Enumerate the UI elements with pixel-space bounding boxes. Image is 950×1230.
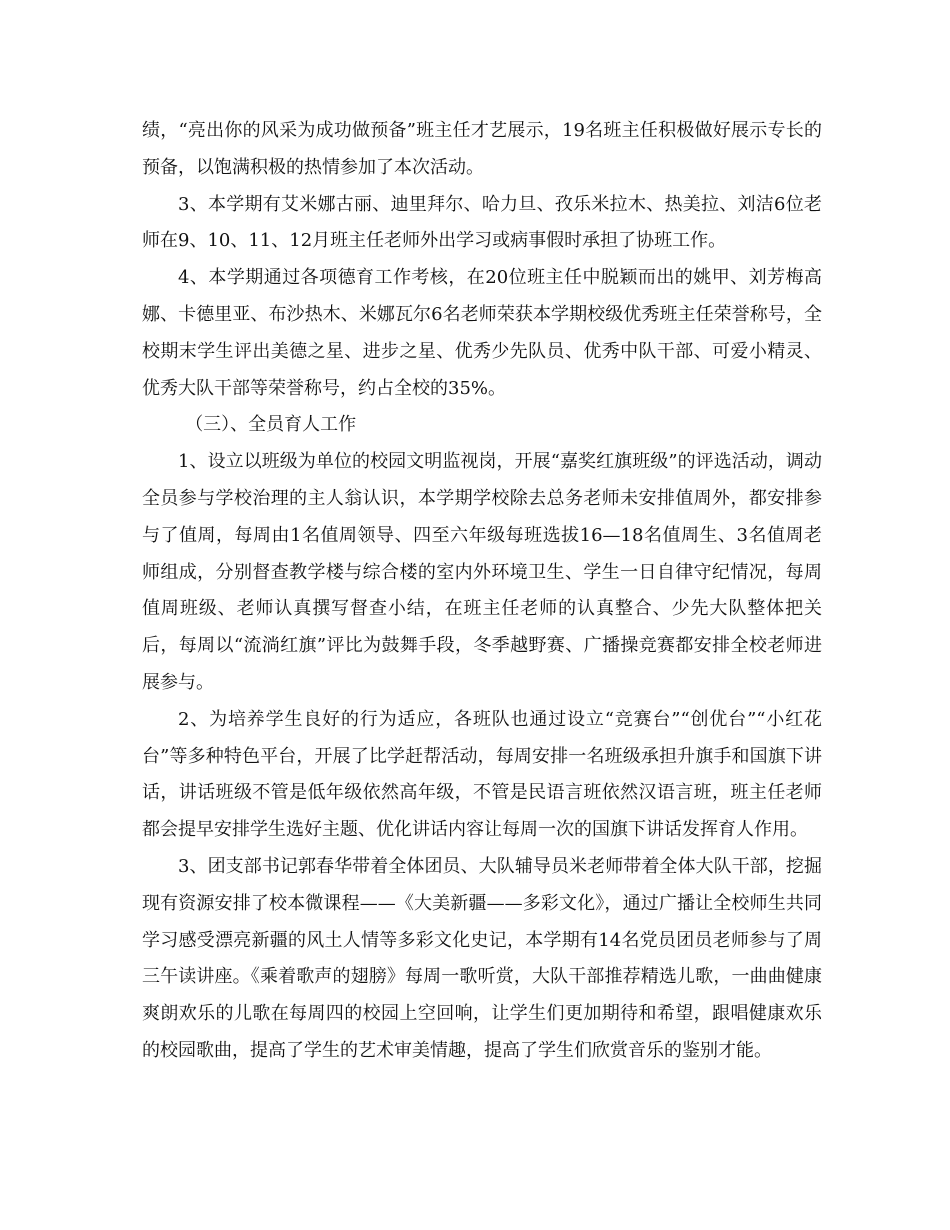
paragraph-item-3: 3、本学期有艾米娜古丽、迪里拜尔、哈力旦、孜乐米拉木、热美拉、刘洁6位老师在9、10、11、12月班主任老师外出学习或病事假时承担了协班工作。 — [142, 193, 822, 252]
paragraph-section3-item-3: 3、团支部书记郭春华带着全体团员、大队辅导员米老师带着全体大队干部，挖掘现有资源安排了校本微课程——《大美新疆——多彩文化》，通过广播让全校师生共同学习感受漂亮新疆的风土人情等多彩文化史记，本学期有14名党员团员老师参与了周三午读讲座。《乘着歌声的翅膀》每周一歌听赏，大队干部推荐精选儿歌，一曲曲健康爽朗欢乐的儿歌在每周四的校园上空回响，让学生们更加期待和希望，跟唱健康欢乐的校园歌曲，提高了学生的艺术审美情趣，提高了学生们欣赏音乐的鉴别才能。 — [142, 855, 822, 1061]
paragraph-section3-item-2: 2、为培养学生良好的行为适应，各班队也通过设立“竞赛台”“创优台”“小红花台”等多种特色平台，开展了比学赶帮活动，每周安排一名班级承担升旗手和国旗下讲话，讲话班级不管是低年级依然高年级，不管是民语言班依然汉语言班，班主任老师都会提早安排学生选好主题、优化讲话内容让每周一次的国旗下讲话发挥育人作用。 — [142, 708, 822, 841]
section-heading: （三）、全员育人工作 — [185, 414, 357, 436]
paragraph-item-4: 4、本学期通过各项德育工作考核，在20位班主任中脱颖而出的姚甲、刘芳梅高娜、卡德里亚、布沙热木、米娜瓦尔6名老师荣获本学期校级优秀班主任荣誉称号，全校期末学生评出美德之星、进步之星、优秀少先队员、优秀中队干部、可爱小精灵、优秀大队干部等荣誉称号，约占全校的35%。 — [142, 267, 822, 399]
paragraph-continuation: 绩，“亮出你的风采为成功做预备”班主任才艺展示，19名班主任积极做好展示专长的预备，以饱满积极的热情参加了本次活动。 — [142, 120, 822, 178]
document-body — [142, 113, 822, 1070]
paragraph-section3-item-1: 1、设立以班级为单位的校园文明监视岗，开展“嘉奖红旗班级”的评选活动，调动全员参与学校治理的主人翁认识，本学期学校除去总务老师未安排值周外，都安排参与了值周，每周由1名值周领导、四至六年级每班选拔16—18名值周生、3名值周老师组成，分别督查教学楼与综合楼的室内外环境卫生、学生一日自律守纪情况，每周值周班级、老师认真撰写督查小结，在班主任老师的认真整合、少先大队整体把关后，每周以“流淌红旗”评比为鼓舞手段，冬季越野赛、广播操竞赛都安排全校老师进展参与。 — [142, 451, 822, 693]
